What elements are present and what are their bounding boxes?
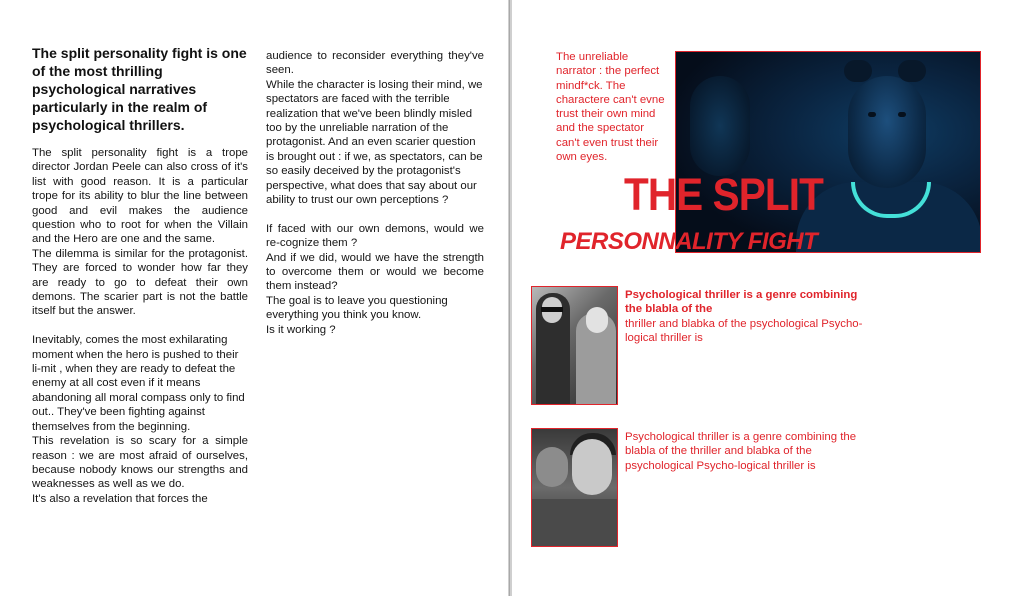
article-heading: The split personality fight is one of the most thrilling psychological narratives particularly in the realm of psychological thrillers. bbox=[32, 45, 247, 133]
paragraph: The goal is to leave you questioning everything you think you know. bbox=[266, 294, 448, 322]
text-column-1 bbox=[32, 146, 248, 506]
title-main: THE SPLIT bbox=[624, 169, 823, 220]
caption-2: Psychological thriller is a genre combining the blabla of the thriller and blabka of the psychological Psycho-logical thriller is bbox=[625, 431, 857, 472]
hero-image bbox=[675, 51, 981, 253]
face bbox=[536, 447, 568, 487]
caption-1 bbox=[625, 288, 865, 346]
film-still-2 bbox=[531, 428, 618, 547]
paragraph: And if we did, would we have the strength to overcome them or would we become them instead? bbox=[266, 251, 484, 293]
hair-bun bbox=[844, 60, 872, 82]
eye bbox=[868, 112, 876, 117]
paragraph: While the character is losing their mind, we spectators are faced with the terrible realization that we've been blindly misled too by the unreliable narration of the protagonist. And an even scarier question is brought out : if we, as spectators, can be so easily deceived by the protagonist's perspective, what does that say about our ability to trust our own perceptions ? bbox=[266, 78, 483, 207]
paragraph: The split personality fight is a trope director Jordan Peele can also cross of it's list with good reason. It is a particular trope for its ability to blur the line between good and evil makes the audience question who to root for when the Villain and the Hero are one and the same. bbox=[32, 147, 248, 246]
paragraph: This revelation is so scary for a simple reason : we are most afraid of ourselves, because nobody knows our strengths and weaknesses as well as we do. bbox=[32, 435, 248, 491]
paragraph: The dilemma is similar for the protagonist. They are forced to wonder how far they are ready to go to defeat their own demons. The scarier part is not the battle itself but the answer. bbox=[32, 247, 248, 318]
sunglasses bbox=[541, 307, 563, 312]
left-page bbox=[0, 0, 508, 596]
paragraph: It's also a revelation that forces the bbox=[32, 492, 208, 505]
text-column-2 bbox=[266, 49, 484, 337]
figure-body bbox=[532, 499, 618, 547]
hair-bun bbox=[898, 60, 926, 82]
caption-1-bold: Psychological thriller is a genre combining the blabla of the bbox=[625, 289, 858, 316]
film-still-1 bbox=[531, 286, 618, 405]
narrator-note: The unreliable narrator : the perfect mindf*ck. The charactere can't evne trust their own mind and the spectator can't even trust their own eyes. bbox=[556, 51, 665, 164]
eye bbox=[898, 112, 906, 117]
figure-head bbox=[848, 76, 926, 188]
title-subtitle: PERSONNALITY FIGHT bbox=[560, 228, 818, 255]
paragraph: audience to reconsider everything they've seen. bbox=[266, 50, 484, 77]
paragraph: If faced with our own demons, would we re-cognize them ? bbox=[266, 222, 484, 250]
face bbox=[586, 307, 608, 333]
background-figure bbox=[690, 76, 750, 176]
caption-1-text: thriller and blabka of the psychological Psycho-logical thriller is bbox=[625, 317, 863, 345]
face bbox=[572, 439, 612, 495]
paragraph: Inevitably, comes the most exhilarating moment when the hero is pushed to their li-mit , when they are ready to defeat the enemy at all cost even if it means abandoning all moral compass only to find out.. They've been fighting against themselves from the beginning. bbox=[32, 334, 245, 433]
paragraph: Is it working ? bbox=[266, 323, 336, 336]
